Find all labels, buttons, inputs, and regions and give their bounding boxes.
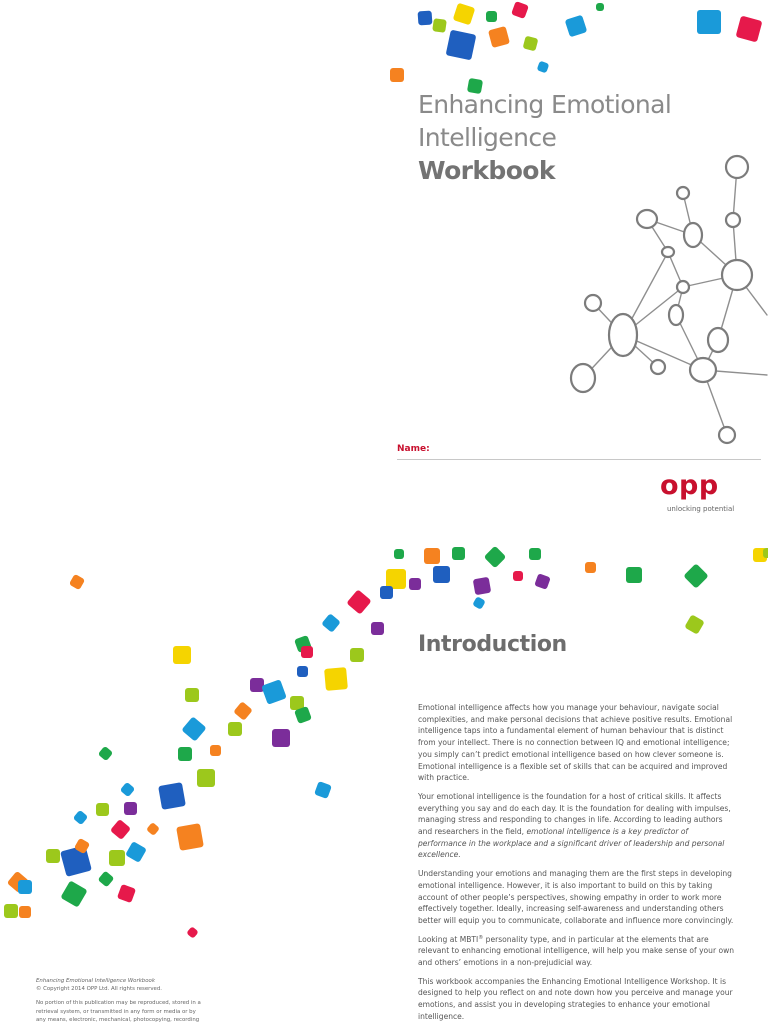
decorative-square (433, 566, 450, 583)
decorative-square (432, 18, 447, 33)
decorative-square (176, 823, 204, 851)
decorative-square (534, 573, 551, 590)
decorative-square (683, 563, 708, 588)
intro-body (418, 702, 736, 1024)
decorative-square (390, 68, 404, 82)
decorative-square (473, 577, 492, 596)
decorative-square (409, 578, 421, 590)
intro-paragraph-2 (418, 791, 736, 861)
decorative-square (294, 706, 312, 724)
decorative-square (109, 850, 125, 866)
decorative-square (210, 745, 221, 756)
decorative-square (185, 688, 199, 702)
decorative-square (321, 613, 341, 633)
decorative-square (120, 782, 135, 797)
footer-publication-title: Enhancing Emotional Intelligence Workbook (36, 978, 155, 984)
decorative-square (73, 810, 88, 825)
cover-title-workbook: Workbook (418, 156, 555, 185)
decorative-square (626, 567, 642, 583)
decorative-square (146, 822, 160, 836)
decorative-square (418, 11, 433, 26)
decorative-square (69, 574, 85, 590)
decorative-square (736, 16, 763, 43)
logo-tagline: unlocking potential (667, 505, 735, 513)
decorative-square (380, 586, 393, 599)
decorative-square (181, 716, 206, 741)
decorative-square (596, 3, 604, 11)
footer-notice: No portion of this publication may be reproduced, stored in a retrieval system, or transmitted in any form or media or by any means, electronic, mechanical, photocopying, recording (36, 1000, 201, 1023)
decorative-square (4, 904, 18, 918)
decorative-square (511, 1, 529, 19)
name-label: Name: (397, 444, 430, 454)
decorative-square (314, 781, 332, 799)
intro-paragraph-5: This workbook accompanies the Enhancing Emotional Intelligence Workshop. It is designed to help you reflect on and note down how you perceive and manage your emotions, and assist you in developing strategies to enhance your emotional intelligence. (418, 976, 733, 1021)
decorative-square (350, 648, 364, 662)
decorative-square (371, 622, 384, 635)
intro-paragraph-4 (418, 934, 736, 969)
decorative-square (324, 667, 348, 691)
registered-mark: ® (478, 934, 484, 941)
decorative-square (98, 746, 113, 761)
decorative-square (178, 747, 192, 761)
decorative-square (565, 15, 588, 38)
decorative-square (301, 646, 313, 658)
decorative-square (684, 614, 704, 634)
intro-heading: Introduction (418, 632, 567, 657)
decorative-square (110, 819, 131, 840)
intro-paragraph-2-text: Your emotional intelligence is the foundation for a host of critical skills. It affects everything you say and do each day. It is the foundation for dealing with impulses, managing stress and responding to changes in life. According to leading authors and researchers in the field, (418, 791, 731, 837)
decorative-square (424, 548, 440, 564)
decorative-square (453, 3, 476, 26)
decorative-square (261, 679, 287, 705)
decorative-square (158, 782, 186, 810)
decorative-square (346, 589, 371, 614)
intro-paragraph-3: Understanding your emotions and managing them are the first steps in developing emotional intelligence. However, it is also important to build on this by taking account of other people’s perspectives, showing empathy in order to work more effectively together. Ideally, increasing self-awareness and understanding others better will equip you to communicate, collaborate and influence more convincingly. (418, 869, 734, 925)
intro-paragraph-4-text-end: personality type, and in particular at the elements that are relevant to enhancing emotional intelligence, will help you make sense of your own and others’ emotions in a non-prejudicial way. (418, 934, 735, 968)
decorative-square (60, 880, 87, 907)
decorative-square (452, 547, 465, 560)
decorative-square (98, 871, 115, 888)
footer-copyright: © Copyright 2014 OPP Ltd. All rights reserved. (36, 986, 162, 993)
decorative-square (124, 802, 137, 815)
decorative-square (697, 10, 721, 34)
decorative-square (529, 548, 541, 560)
decorative-square (125, 841, 147, 863)
decorative-square (228, 722, 242, 736)
decorative-square (197, 769, 215, 787)
decorative-square (537, 61, 550, 74)
decorative-square (233, 701, 253, 721)
logo-wordmark: opp (660, 470, 719, 501)
intro-paragraph-2-emphasis: emotional intelligence is a key predictor of performance in the workplace and a significant driver of leadership and personal excellence. (418, 827, 725, 860)
decorative-square (46, 849, 60, 863)
decorative-square (513, 571, 523, 581)
decorative-square (523, 36, 539, 52)
intro-paragraph-1: Emotional intelligence affects how you manage your behaviour, navigate social complexities, and make personal decisions that achieve positive results. Emotional intelligence taps into a fundamental element of human behaviour that is distinct from your intellect. There is no connection between IQ and emotional intelligence; you simply can’t predict emotional intelligence based on how clever someone is. Emotional intelligence is a flexible set of skills that can be acquired and improved with practice. (418, 703, 733, 783)
footer-note (36, 977, 204, 1024)
opp-logo (660, 470, 760, 516)
decorative-square (18, 880, 32, 894)
decorative-square (488, 26, 510, 48)
network-illustration (555, 145, 768, 455)
decorative-square (173, 646, 191, 664)
name-entry-line (397, 459, 761, 460)
decorative-square (19, 906, 31, 918)
decorative-square (763, 548, 768, 558)
decorative-square (472, 596, 486, 610)
decorative-square (96, 803, 109, 816)
cover-title-line-2: Intelligence (418, 123, 557, 152)
decorative-square (394, 549, 404, 559)
decorative-square (186, 926, 199, 939)
intro-paragraph-4-text: Looking at MBTI (418, 934, 479, 944)
cover-title-line-1: Enhancing Emotional (418, 90, 672, 119)
decorative-square (272, 729, 290, 747)
decorative-square (484, 546, 507, 569)
decorative-square (585, 562, 596, 573)
decorative-square (117, 884, 136, 903)
decorative-square (297, 666, 308, 677)
decorative-square (486, 11, 497, 22)
decorative-square (446, 30, 477, 61)
